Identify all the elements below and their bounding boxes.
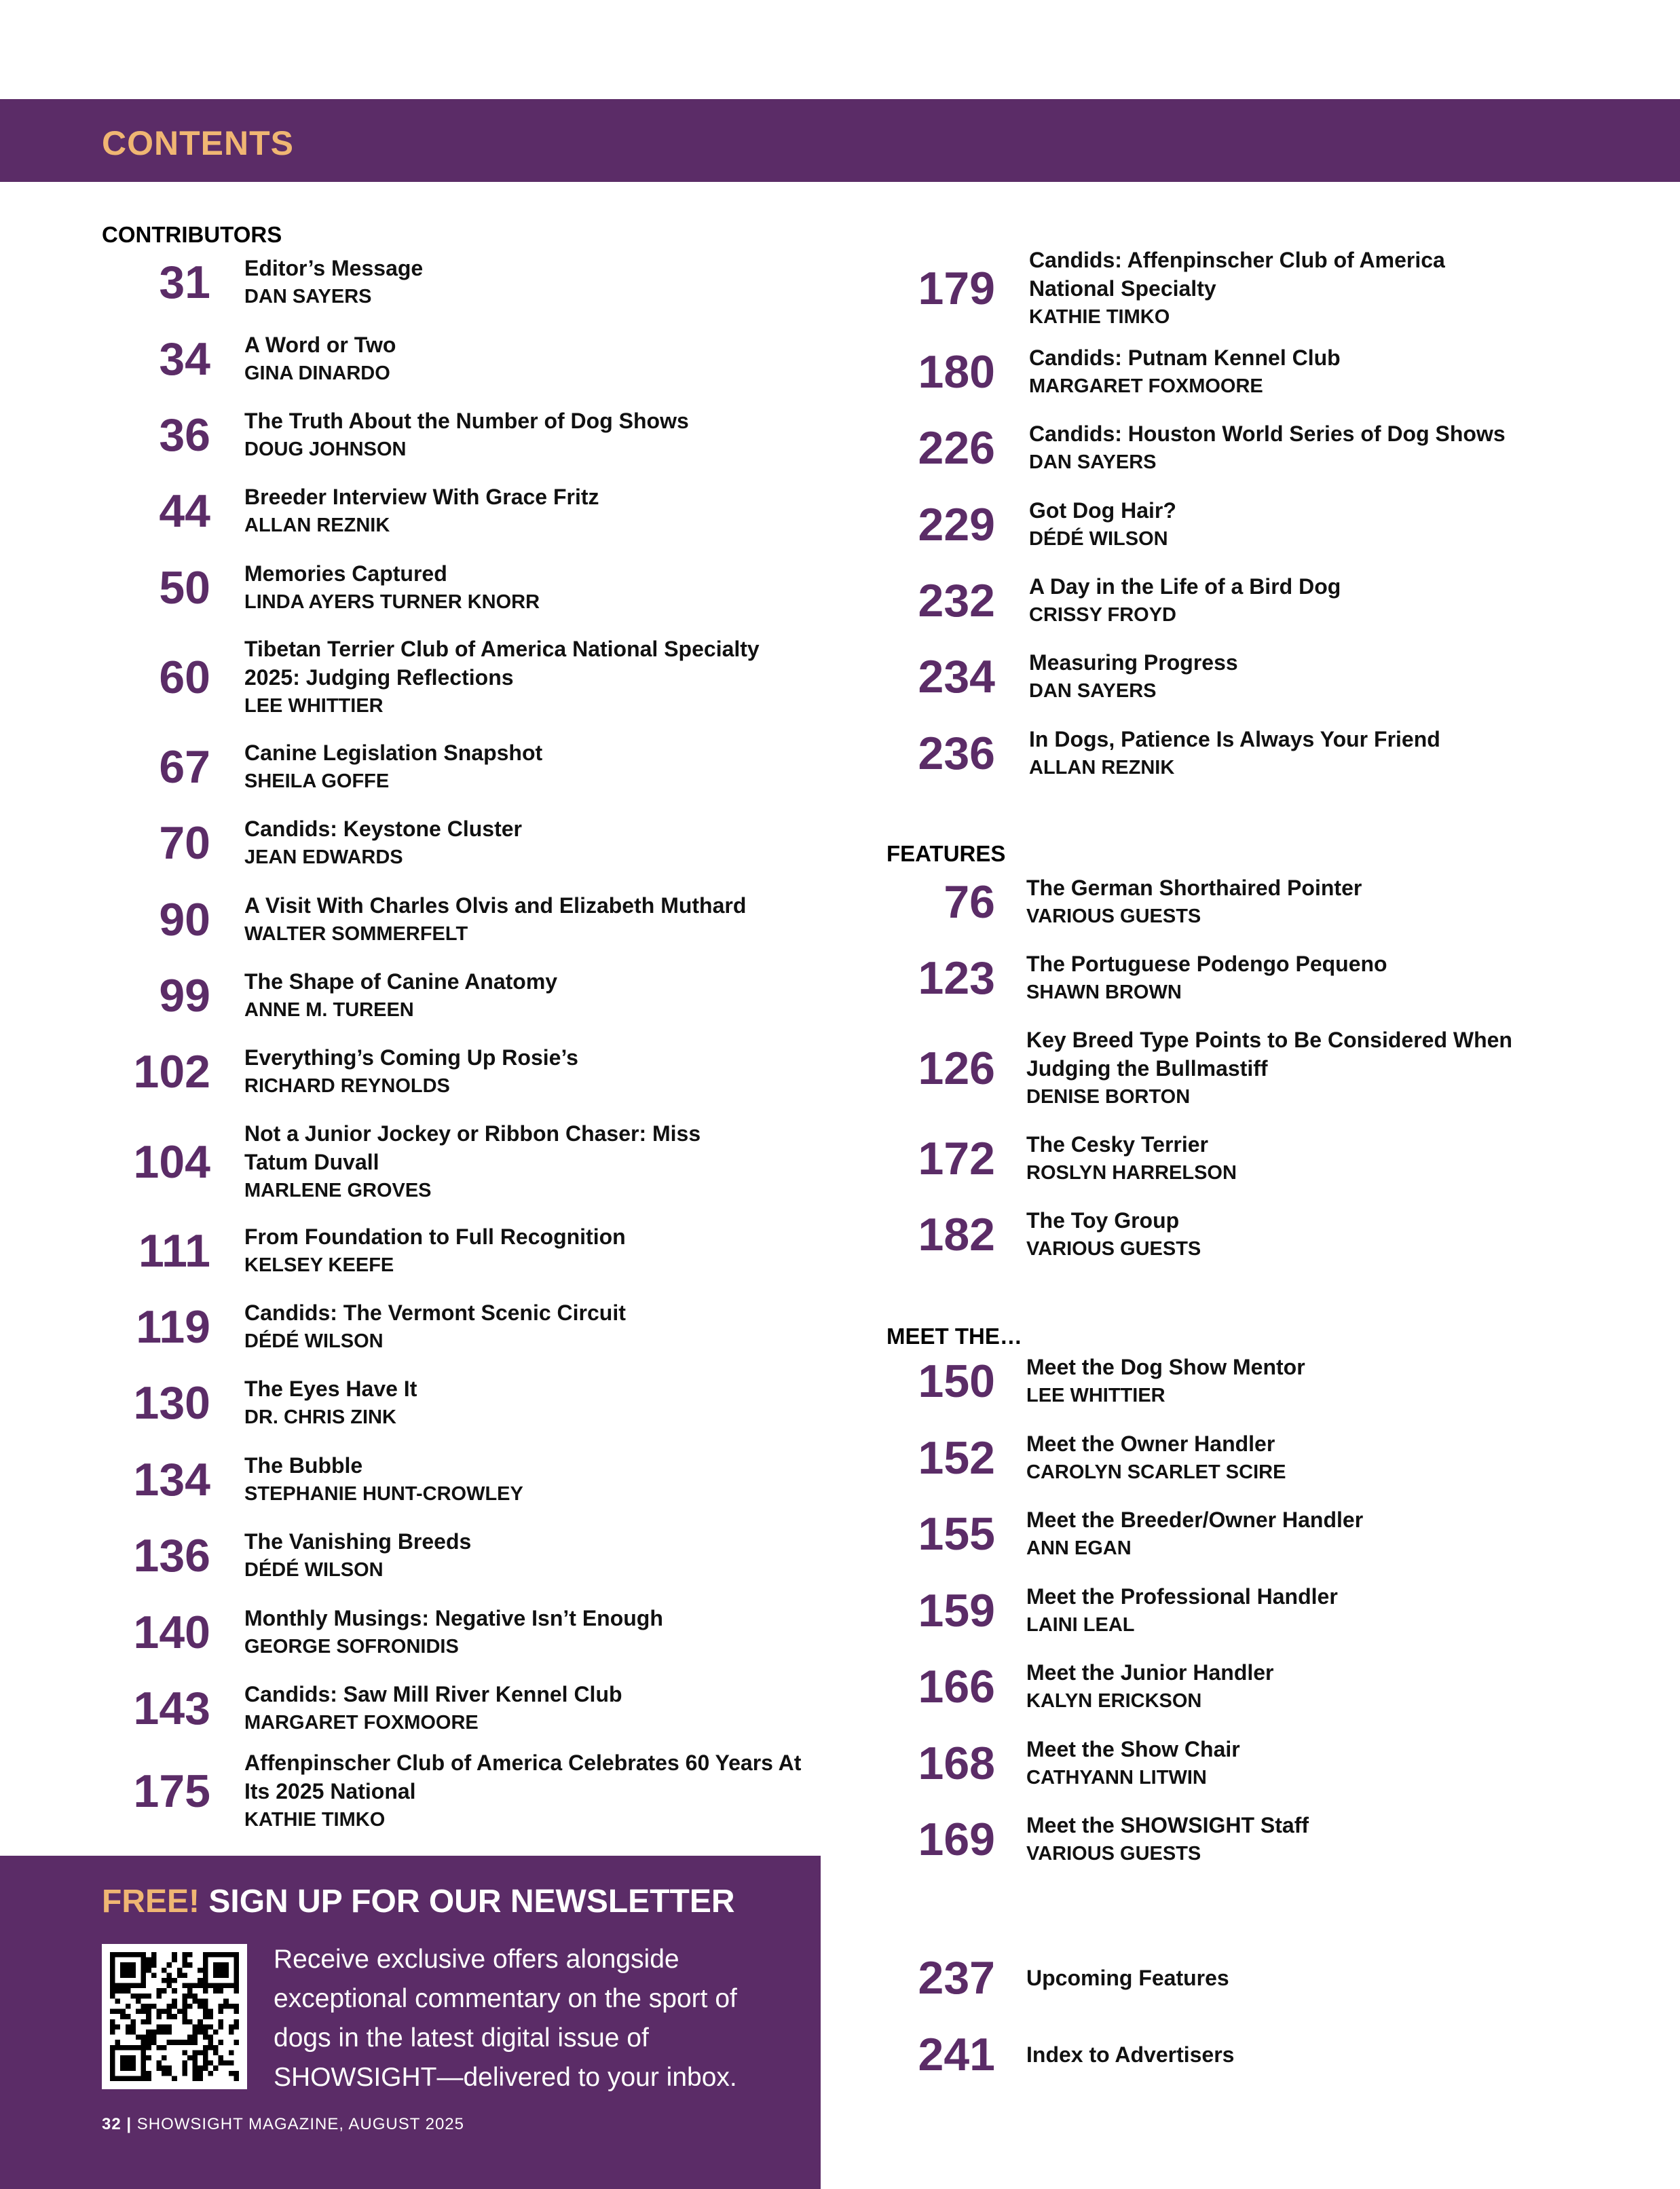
toc-entry[interactable] [886, 1658, 1620, 1715]
page-number: 36 [159, 409, 210, 461]
toc-entry[interactable] [886, 419, 1620, 476]
article-title: The Eyes Have It [244, 1377, 417, 1401]
article-title: Key Breed Type Points to Be Considered When Judging the Bullmastiff [1026, 1028, 1512, 1081]
newsletter-description: Receive exclusive offers alongside exceptional commentary on the sport of dogs in the latest digital issue of SHOWSIGHT—delivered to your inbox. [274, 1945, 737, 2092]
article-author: MARGARET FOXMOORE [244, 1712, 479, 1734]
page-number: 31 [159, 257, 210, 308]
article-author: GINA DINARDO [244, 362, 390, 384]
qr-code-icon[interactable] [102, 1944, 247, 2089]
article-author: CRISSY FROYD [1029, 604, 1177, 626]
toc-entry-index-to-advertisers[interactable] [886, 2026, 1620, 2083]
article-author: LAINI LEAL [1026, 1614, 1135, 1636]
page-number: 111 [138, 1225, 210, 1277]
toc-entry[interactable] [102, 1748, 835, 1834]
article-author: DÉDÉ WILSON [244, 1330, 384, 1352]
article-author: LEE WHITTIER [1026, 1385, 1165, 1406]
article-title: Monthly Musings: Negative Isn’t Enough [244, 1606, 663, 1630]
article-author: SHEILA GOFFE [244, 770, 390, 792]
toc-entry[interactable] [886, 1429, 1620, 1486]
toc-entry[interactable] [102, 1604, 835, 1661]
contributors-heading: CONTRIBUTORS [102, 222, 282, 247]
qr-code-graphic [110, 1952, 239, 2081]
article-author: GEORGE SOFRONIDIS [244, 1636, 459, 1658]
article-title: Meet the Professional Handler [1026, 1584, 1338, 1609]
toc-entry[interactable] [886, 725, 1620, 782]
article-author: DÉDÉ WILSON [244, 1559, 384, 1581]
page-number: 155 [918, 1508, 995, 1560]
toc-entry[interactable] [102, 483, 835, 540]
article-author: DAN SAYERS [244, 286, 372, 307]
page-number: 67 [159, 741, 210, 793]
toc-entry[interactable] [102, 738, 835, 796]
page-number: 180 [918, 346, 995, 398]
footer-page-number: 32 [102, 2115, 122, 2133]
article-author: LINDA AYERS TURNER KNORR [244, 591, 540, 613]
article-title: In Dogs, Patience Is Always Your Friend [1029, 727, 1440, 751]
page-number: 168 [918, 1738, 995, 1789]
article-title: Affenpinscher Club of America Celebrates 60 Years At Its 2025 National [244, 1751, 802, 1803]
free-label: FREE! [102, 1884, 200, 1920]
toc-entry[interactable] [102, 559, 835, 616]
article-title: Candids: Putnam Kennel Club [1029, 345, 1341, 370]
article-title: A Day in the Life of a Bird Dog [1029, 574, 1341, 599]
toc-entry[interactable] [102, 891, 835, 948]
article-title: Got Dog Hair? [1029, 498, 1176, 523]
article-title: The German Shorthaired Pointer [1026, 876, 1362, 900]
page-number: 236 [918, 728, 995, 779]
page-number: 76 [944, 876, 995, 928]
toc-entry[interactable] [102, 1527, 835, 1584]
page-number: 136 [133, 1530, 210, 1582]
page-number: 70 [159, 817, 210, 869]
page-number: 130 [133, 1377, 210, 1429]
toc-entry[interactable] [886, 496, 1620, 553]
article-title: Upcoming Features [1026, 1966, 1229, 1990]
page-number: 119 [136, 1301, 210, 1353]
page-number: 172 [918, 1133, 995, 1184]
article-author: STEPHANIE HUNT-CROWLEY [244, 1483, 523, 1505]
article-title: Memories Captured [244, 561, 447, 586]
article-title: Canine Legislation Snapshot [244, 741, 543, 765]
page-footer [102, 2115, 464, 2134]
article-title: Meet the Show Chair [1026, 1737, 1240, 1761]
toc-entry[interactable] [886, 1735, 1620, 1792]
article-title: Candids: Houston World Series of Dog Shows [1029, 422, 1506, 446]
toc-entry[interactable] [886, 950, 1620, 1007]
article-title: Meet the Dog Show Mentor [1026, 1355, 1305, 1379]
page-number: 104 [133, 1136, 210, 1188]
article-title: Meet the Owner Handler [1026, 1432, 1275, 1456]
page-number: 102 [133, 1046, 210, 1098]
article-author: DAN SAYERS [1029, 680, 1157, 702]
meet-the-heading: MEET THE… [886, 1324, 1022, 1349]
article-title: From Foundation to Full Recognition [244, 1224, 626, 1249]
article-author: ALLAN REZNIK [244, 514, 390, 536]
article-author: MARGARET FOXMOORE [1029, 375, 1263, 397]
page-number: 134 [133, 1454, 210, 1505]
article-title: The Vanishing Breeds [244, 1529, 472, 1554]
toc-entry[interactable] [102, 815, 835, 872]
article-author: CATHYANN LITWIN [1026, 1767, 1207, 1789]
article-author: ROSLYN HARRELSON [1026, 1162, 1237, 1184]
toc-entry[interactable] [886, 1130, 1620, 1187]
page-number: 234 [918, 651, 995, 703]
article-title: Candids: Keystone Cluster [244, 817, 522, 841]
article-title: Meet the SHOWSIGHT Staff [1026, 1813, 1309, 1837]
page-number: 175 [133, 1765, 210, 1817]
page-number: 99 [159, 970, 210, 1022]
article-author: ALLAN REZNIK [1029, 757, 1175, 779]
toc-entry[interactable] [886, 246, 1620, 331]
page-number: 159 [918, 1585, 995, 1636]
toc-entry[interactable] [102, 1043, 835, 1100]
toc-entry[interactable] [886, 1206, 1620, 1263]
article-title: Meet the Breeder/Owner Handler [1026, 1508, 1364, 1532]
page-number: 226 [918, 422, 995, 474]
page-number: 143 [133, 1683, 210, 1734]
toc-entry[interactable] [102, 331, 835, 388]
toc-entry[interactable] [102, 1119, 835, 1205]
toc-entry[interactable] [102, 1222, 835, 1279]
toc-entry[interactable] [886, 1582, 1620, 1639]
footer-separator: | [126, 2115, 132, 2133]
article-author: KATHIE TIMKO [244, 1809, 386, 1831]
newsletter-title: SIGN UP FOR OUR NEWSLETTER [208, 1884, 735, 1920]
newsletter-heading [102, 1883, 735, 1920]
article-title: A Word or Two [244, 333, 396, 357]
article-title: Index to Advertisers [1026, 2042, 1235, 2067]
toc-entry[interactable] [102, 1298, 835, 1355]
toc-entry[interactable] [102, 1451, 835, 1508]
article-title: The Toy Group [1026, 1208, 1180, 1233]
article-title: Not a Junior Jockey or Ribbon Chaser: Miss Tatum Duvall [244, 1121, 701, 1174]
article-title: The Shape of Canine Anatomy [244, 969, 558, 994]
page-number: 150 [918, 1355, 995, 1407]
contents-header-bar [0, 99, 1680, 182]
article-title: Meet the Junior Handler [1026, 1660, 1274, 1685]
article-title: Tibetan Terrier Club of America National Specialty 2025: Judging Reflections [244, 637, 760, 690]
page-number: 44 [159, 485, 210, 537]
page-number: 50 [159, 562, 210, 614]
article-author: KATHIE TIMKO [1029, 306, 1170, 328]
article-title: Candids: The Vermont Scenic Circuit [244, 1301, 626, 1325]
article-author: LEE WHITTIER [244, 695, 384, 717]
toc-entry[interactable] [102, 967, 835, 1024]
toc-entry[interactable] [102, 407, 835, 464]
page-number: 152 [918, 1432, 995, 1484]
article-author: KELSEY KEEFE [244, 1254, 394, 1276]
article-author: CAROLYN SCARLET SCIRE [1026, 1461, 1286, 1483]
toc-entry[interactable] [886, 1026, 1620, 1111]
footer-publication: SHOWSIGHT MAGAZINE, AUGUST 2025 [136, 2115, 464, 2133]
page-number: 166 [918, 1661, 995, 1713]
article-author: DR. CHRIS ZINK [244, 1406, 396, 1428]
page-number: 237 [918, 1952, 995, 2004]
article-title: The Cesky Terrier [1026, 1132, 1208, 1157]
toc-entry[interactable] [886, 1505, 1620, 1563]
article-author: DOUG JOHNSON [244, 438, 407, 460]
toc-entry[interactable] [102, 1374, 835, 1432]
article-title: The Truth About the Number of Dog Shows [244, 409, 689, 433]
page-number: 241 [918, 2029, 995, 2080]
page-number: 140 [133, 1607, 210, 1658]
article-author: WALTER SOMMERFELT [244, 923, 468, 945]
article-author: VARIOUS GUESTS [1026, 905, 1201, 927]
article-author: ANNE M. TUREEN [244, 999, 414, 1021]
article-author: JEAN EDWARDS [244, 846, 403, 868]
toc-entry[interactable] [886, 572, 1620, 629]
features-heading: FEATURES [886, 841, 1006, 866]
toc-entry[interactable] [102, 635, 835, 720]
page-number: 229 [918, 499, 995, 550]
page-title: CONTENTS [102, 124, 294, 162]
page-number: 126 [918, 1043, 995, 1094]
article-author: VARIOUS GUESTS [1026, 1238, 1201, 1260]
article-title: A Visit With Charles Olvis and Elizabeth Muthard [244, 893, 747, 918]
article-author: DENISE BORTON [1026, 1086, 1191, 1108]
page-number: 232 [918, 575, 995, 626]
article-author: ANN EGAN [1026, 1537, 1132, 1559]
toc-entry[interactable] [886, 1811, 1620, 1868]
toc-entry[interactable] [886, 874, 1620, 931]
article-author: VARIOUS GUESTS [1026, 1843, 1201, 1865]
article-author: DAN SAYERS [1029, 451, 1157, 473]
toc-entry[interactable] [102, 254, 835, 311]
article-title: Measuring Progress [1029, 650, 1238, 675]
toc-entry[interactable] [886, 343, 1620, 400]
toc-entry[interactable] [886, 648, 1620, 705]
article-title: Editor’s Message [244, 256, 424, 280]
article-title: Everything’s Coming Up Rosie’s [244, 1045, 578, 1070]
toc-entry[interactable] [886, 1353, 1620, 1410]
article-author: KALYN ERICKSON [1026, 1690, 1202, 1712]
page-number: 123 [918, 952, 995, 1004]
toc-entry[interactable] [102, 1680, 835, 1737]
page-number: 90 [159, 894, 210, 946]
article-author: DÉDÉ WILSON [1029, 528, 1168, 550]
article-author: RICHARD REYNOLDS [244, 1075, 450, 1097]
article-title: The Bubble [244, 1453, 363, 1478]
toc-entry-upcoming-features[interactable] [886, 1949, 1620, 2006]
article-author: MARLENE GROVES [244, 1180, 432, 1201]
page-number: 169 [918, 1814, 995, 1865]
article-title: Candids: Affenpinscher Club of America National Specialty [1029, 248, 1445, 301]
article-title: The Portuguese Podengo Pequeno [1026, 952, 1387, 976]
page-number: 34 [159, 333, 210, 385]
page-number: 60 [159, 652, 210, 703]
page-number: 179 [918, 263, 995, 314]
page-number: 182 [918, 1209, 995, 1260]
newsletter-signup-box [0, 1856, 821, 2189]
article-author: SHAWN BROWN [1026, 981, 1182, 1003]
article-title: Breeder Interview With Grace Fritz [244, 485, 599, 509]
article-title: Candids: Saw Mill River Kennel Club [244, 1682, 622, 1706]
